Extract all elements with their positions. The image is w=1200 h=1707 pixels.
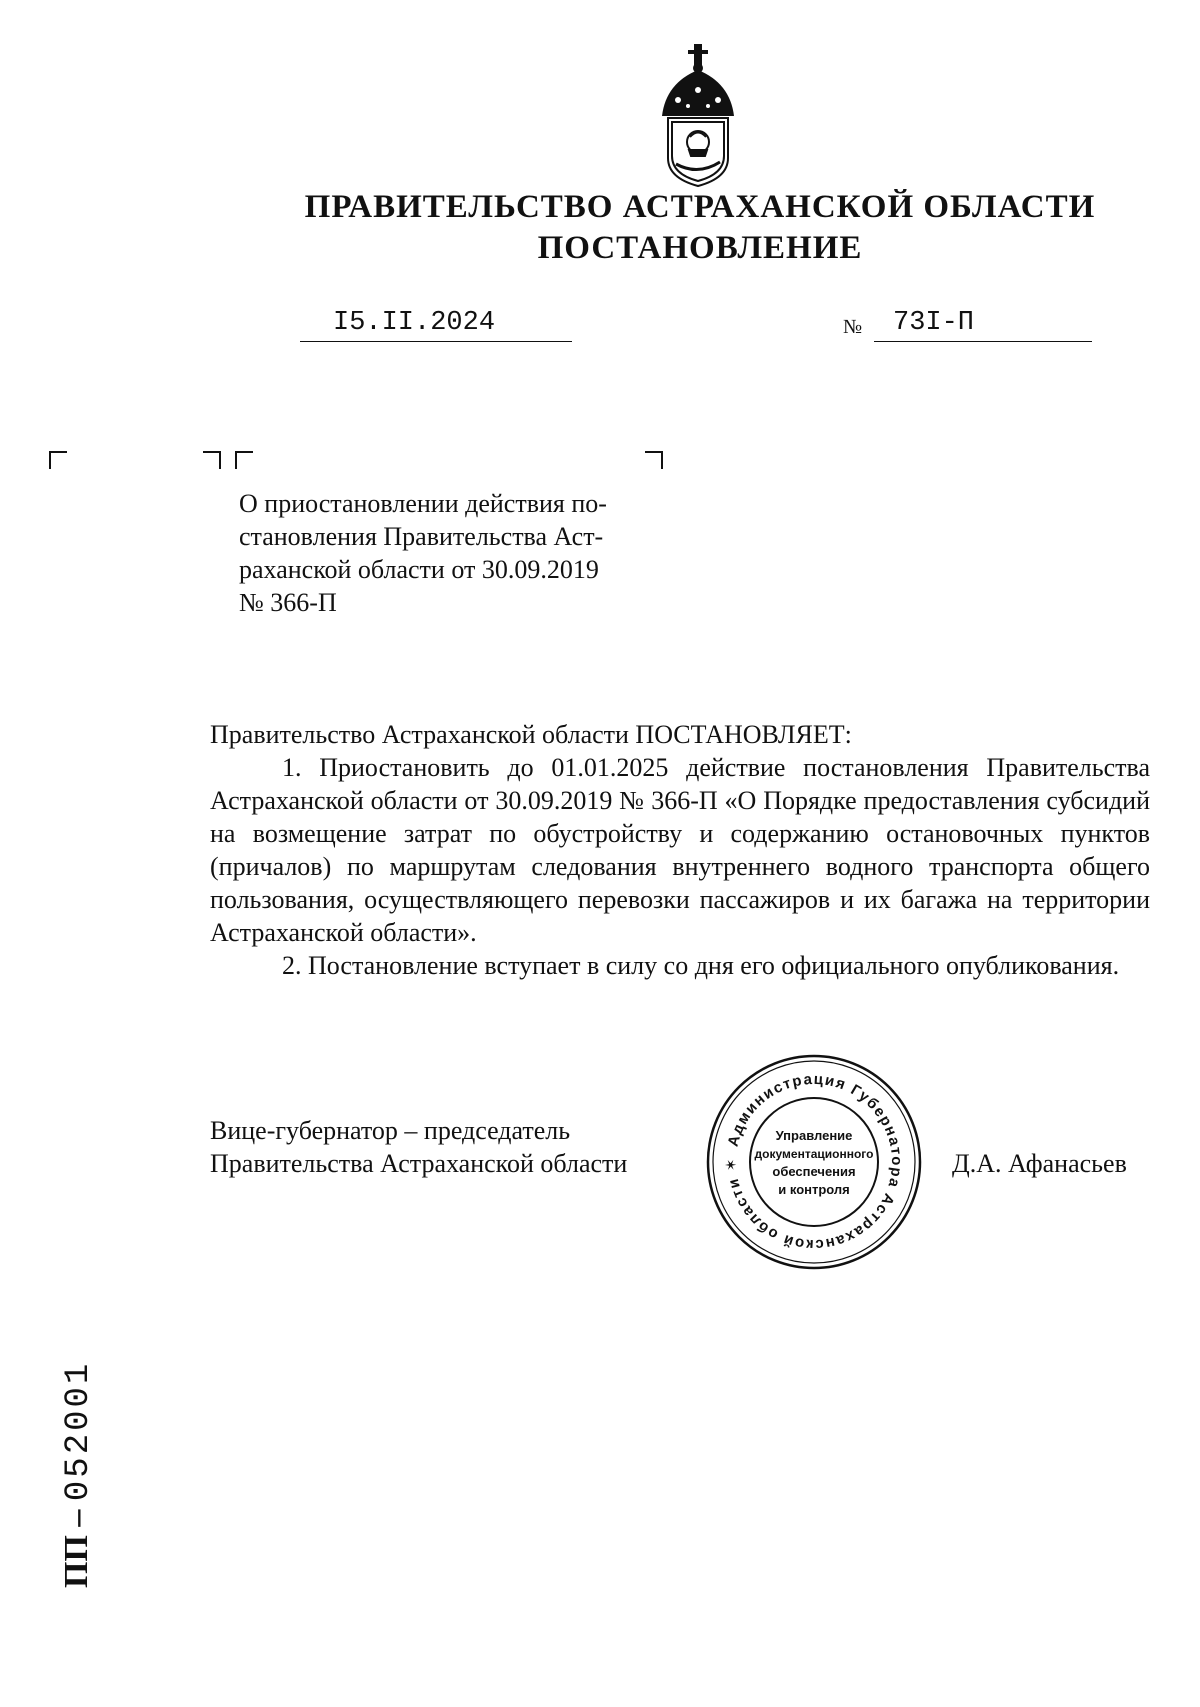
document-subject [239, 487, 649, 619]
signer-name: Д.А. Афанасьев [952, 1149, 1127, 1178]
coat-of-arms-emblem [648, 38, 748, 188]
corner-mark [645, 451, 663, 469]
form-code [58, 1348, 102, 1588]
svg-text:Управление: Управление [775, 1128, 853, 1143]
item-1: 1. Приостановить до 01.01.2025 действие постановления Правительства Астраханской области от 30.09.2019 № 366-П «О Порядке предоставления субсидий на возмещение затрат по обустройству и содержанию остановочных пунктов (причалов) по маршрутам следования внутреннего водного транспорта общего пользования, осуществляющего перевозки пассажиров и их багажа на территории Астраханской области». [210, 753, 1150, 947]
official-stamp [705, 1053, 923, 1271]
svg-text:обеспечения: обеспечения [772, 1164, 856, 1179]
org-title: ПРАВИТЕЛЬСТВО АСТРАХАНСКОЙ ОБЛАСТИ [304, 189, 1096, 225]
item-2: 2. Постановление вступает в силу со дня его официального опубликования. [282, 951, 1120, 980]
doc-type-title: ПОСТАНОВЛЕНИЕ [537, 230, 863, 266]
document-number: 73I-П [893, 308, 975, 338]
number-sign: № [843, 316, 863, 338]
document-date: I5.II.2024 [333, 308, 496, 338]
preamble: Правительство Астраханской области ПОСТАНОВЛЯЕТ: [210, 720, 852, 749]
subject-line: О приостановлении действия по- [239, 489, 607, 518]
subject-line: становления Правительства Аст- [239, 522, 604, 551]
document-body [210, 718, 1150, 982]
svg-text:Администрация Губернатора Астр: Администрация Губернатора Астраханской области ✶ [722, 1070, 906, 1254]
svg-text:документационного: документационного [754, 1147, 874, 1161]
form-code-number: 052001 [60, 1360, 98, 1502]
signer-position-line-1: Вице-губернатор – председатель [210, 1116, 571, 1145]
corner-mark [235, 451, 253, 469]
subject-line: № 366-П [239, 588, 337, 617]
subject-line: раханской области от 30.09.2019 [239, 555, 599, 584]
svg-text:и контроля: и контроля [778, 1182, 850, 1197]
form-code-prefix: ПП – [58, 1509, 95, 1588]
date-underline [300, 341, 572, 342]
number-underline [874, 341, 1092, 342]
corner-mark [203, 451, 221, 469]
signer-position-line-2: Правительства Астраханской области [210, 1149, 628, 1178]
corner-mark [49, 451, 67, 469]
